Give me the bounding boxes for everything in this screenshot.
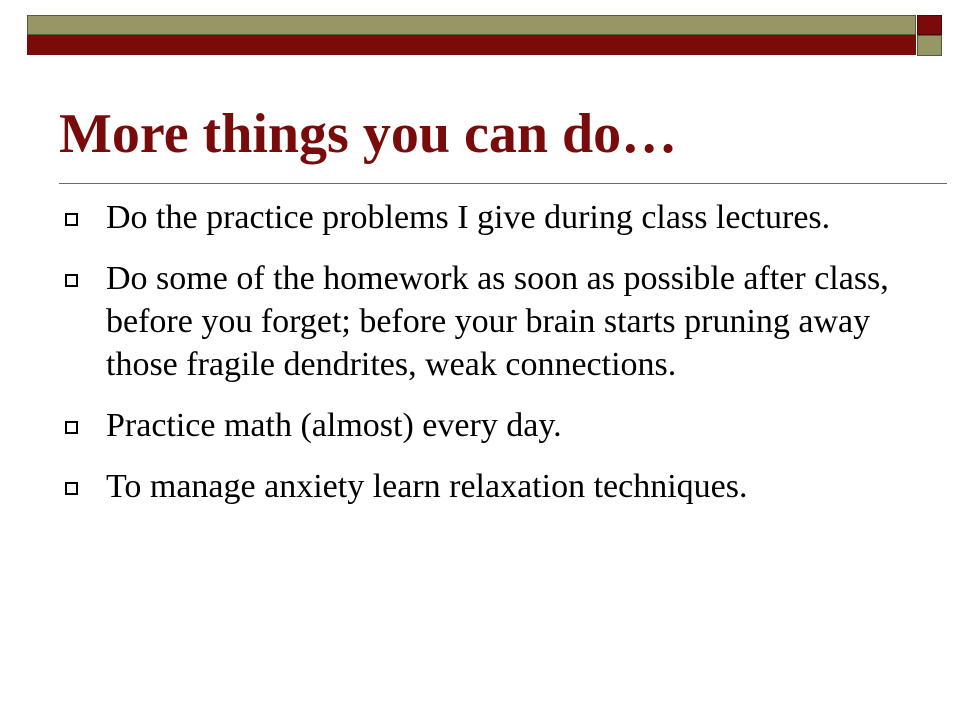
bullet-text: Do the practice problems I give during class lectures.: [106, 199, 831, 236]
bullet-text: Practice math (almost) every day.: [106, 407, 562, 444]
bullet-item-homework-soon: [62, 257, 922, 386]
banner-corner-square-olive: [917, 35, 942, 56]
bullet-item-practice-problems: [62, 196, 922, 239]
bullet-text: To manage anxiety learn relaxation techniques.: [106, 468, 748, 505]
hollow-square-bullet-icon: [65, 421, 78, 434]
hollow-square-bullet-icon: [65, 482, 78, 495]
hollow-square-bullet-icon: [65, 213, 78, 226]
header-banner-maroon-stripe: [27, 35, 916, 55]
bullet-text: Do some of the homework as soon as possible after class, before you forget; before your brain starts pruning away those fragile dendrites, weak connections.: [106, 260, 889, 383]
banner-corner-square-maroon: [917, 15, 942, 35]
hollow-square-bullet-icon: [65, 274, 78, 287]
bullet-item-manage-anxiety: [62, 465, 922, 508]
bullet-list: [62, 196, 922, 526]
title-divider: [59, 183, 947, 184]
header-banner-olive-stripe: [27, 15, 916, 35]
bullet-item-practice-math: [62, 404, 922, 447]
slide-title: More things you can do…: [59, 103, 678, 165]
